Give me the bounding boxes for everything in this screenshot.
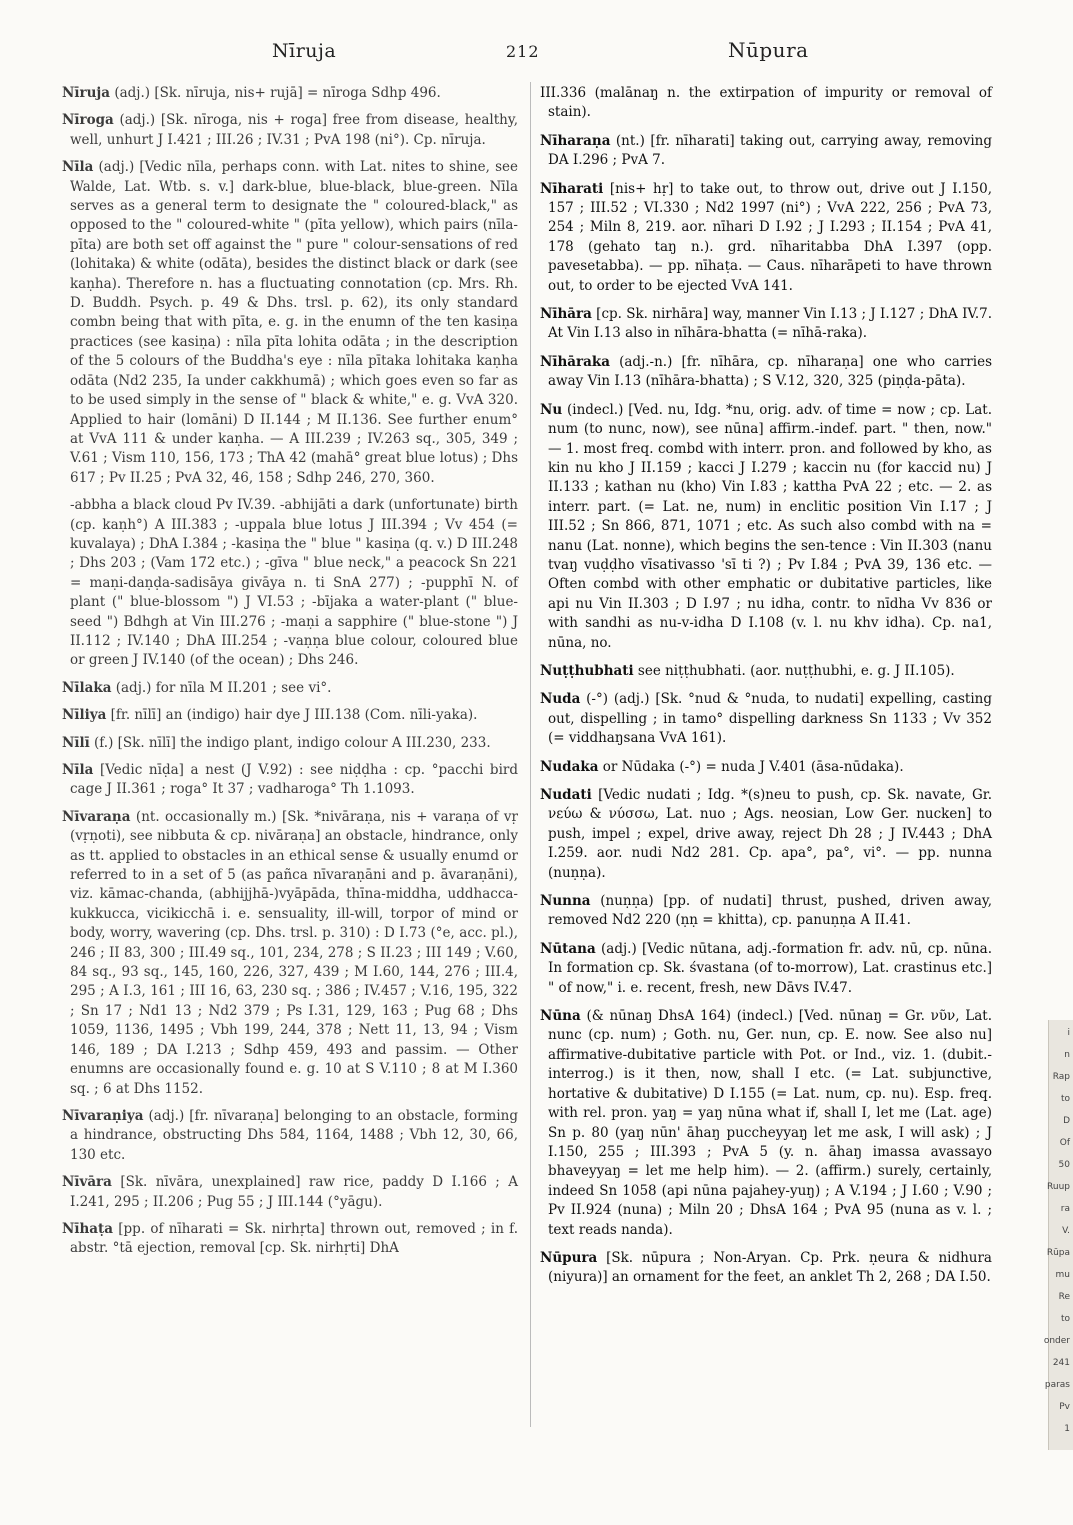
edge-fragment: Ruup [1047, 1182, 1070, 1192]
entry-headword: Nūtana [540, 940, 596, 957]
edge-fragment: Of [1059, 1138, 1070, 1148]
dictionary-entry [62, 1107, 518, 1165]
edge-fragment: 241 [1052, 1358, 1070, 1368]
entry-definition: (& nūnaŋ DhsA 164) (indecl.) [Ved. nūnaŋ = Gr. νῦν, Lat. nunc (cp. num) ; Goth. nu, Ger. nun, cp. E. now. See also nu] affirmative-dubitative particle with Pot. or Ind., viz. 1. (dubit.-interrog.) is it then, now, shall I etc. (= Lat. subjunctive, hortative & dubitative) D I.155 (= Lat. num, cp. nu). Esp. freq. with rel. pron. yaŋ = yaŋ nūna what if, shall I, let me (Lat. age) Sn p. 80 (yaŋ nūn' āhaŋ puccheyyaŋ let me ask, I will ask) ; J I.150, 255 ; III.393 ; PvA 5 (y. n. āhaŋ imassa avassayo bhaveyyaŋ = let me help him). — 2. (affirm.) surely, certainly, indeed Sn 1058 (api nūna pajahey-yuŋ) ; A V.194 ; J I.60 ; V.90 ; Pv II.924 (nuna) ; Miln 20 ; DhsA 164 ; PvA 95 (nuna as v. l. ; text reads nanda). [548, 1008, 992, 1238]
entry-definition: [Sk. nīvāra, unexplained] raw rice, paddy D I.166 ; A I.241, 295 ; II.206 ; Pug 55 ; J III.144 (°yāgu). [70, 1174, 518, 1210]
entry-definition: [fr. nīlī] an (indigo) hair dye J III.138 (Com. nīli-yaka). [106, 707, 478, 724]
dictionary-entry [62, 496, 518, 671]
dictionary-entry [62, 706, 518, 725]
dictionary-entry [62, 111, 518, 150]
dictionary-entry [540, 786, 992, 883]
entry-definition: [pp. of nīharati = Sk. nirhṛta] thrown out, removed ; in f. abstr. °tā ejection, removal [cp. Sk. nirhṛti] DhA [70, 1220, 518, 1257]
dictionary-entry [540, 84, 992, 123]
edge-fragment: paras [1044, 1380, 1070, 1390]
entry-definition: (-°) (adj.) [Sk. °nud & °nuda, to nudati] expelling, casting out, dispelling ; in tamo° dispelling darkness Sn 1133 ; Vv 352 (= viddhaŋsana VvA 161). [548, 691, 992, 747]
entry-headword: Nunna [540, 893, 591, 910]
entry-definition: (nuṇṇa) [pp. of nudati] thrust, pushed, driven away, removed Nd2 220 (ṇṇ = khitta), cp. panuṇṇa A II.41. [548, 893, 992, 929]
running-header [0, 36, 1073, 70]
entry-headword: Nīvāra [62, 1174, 112, 1191]
dictionary-entry [540, 401, 992, 653]
entry-definition: (f.) [Sk. nīlī] the indigo plant, indigo colour A III.230, 233. [89, 734, 491, 751]
entry-definition: III.336 (malānaŋ n. the extirpation of impurity or removal of stain). [540, 85, 992, 121]
edge-fragment: onder [1043, 1336, 1070, 1346]
edge-fragment: Rūpa [1046, 1248, 1070, 1258]
entry-headword: Nīhaṭa [62, 1220, 114, 1237]
left-column [62, 84, 518, 1267]
entry-definition: (adj.) [Vedic nūtana, adj.-formation fr. adv. nū, cp. nūna. In formation cp. Sk. śvastana (of to-morrow), Lat. crastinus etc.] " of now," i. e. recent, fresh, new Dāvs IV.47. [548, 940, 992, 996]
entry-definition: (adj.) [Sk. nīroga, nis + roga] free from disease, healthy, well, unhurt J I.421 ; III.26 ; IV.31 ; PvA 198 (ni°). Cp. nīruja. [70, 112, 518, 148]
edge-fragment: 50 [1058, 1160, 1070, 1170]
entry-definition: -abbha a black cloud Pv IV.39. -abhijāti a dark (unfortunate) birth (cp. kaṇh°) A III.383 ; -uppala blue lotus J III.394 ; Vv 454 (= kuvalaya) ; DhA I.384 ; -kasiṇa the " blue " kasiṇa (q. v.) D III.248 ; Dhs 203 ; (Vam 172 etc.) ; -gīva " blue neck," a peacock Sn 221 = maṇi-daṇḍa-sadisāya givāya n. ti SnA 277) ; -pupphī N. of plant (" blue-blossom ") J VI.53 ; -bījaka a water-plant (" blue-seed ") Bdhgh at Vin III.276 ; -maṇi a sapphire (" blue-stone ") J II.112 ; IV.140 ; DhA III.254 ; -vaṇṇa blue colour, coloured blue or green J IV.140 (of the ocean) ; Dhs 246. [70, 497, 518, 669]
dictionary-entry [62, 1173, 518, 1212]
dictionary-entry [540, 353, 992, 392]
entry-definition: [nis+ hṛ] to take out, to throw out, drive out J I.150, 157 ; III.52 ; VI.330 ; Nd2 1997 (ni°) ; VvA 222, 256 ; PvA 73, 254 ; Miln 8, 219. aor. nīhari D I.92 ; J I.293 ; II.154 ; PvA 41, 178 (gehato taŋ n.). grd. nīharitabba DhA I.397 (opp. pavesetabba). — pp. nīhaṭa. — Caus. nīharāpeti to have thrown out, to order to be ejected VvA 141. [548, 180, 992, 294]
entry-definition: (indecl.) [Ved. nu, Idg. *nu, orig. adv. of time = now ; cp. Lat. num (to nunc, now), see nūna] affirm.-indef. part. " then, now." — 1. most freq. combd with interr. pron. and followed by kho, as kin nu kho J II.159 ; kacci J I.279 ; kaccin nu (for kaccid nu) J II.133 ; kathan nu (kho) Vin I.83 ; kattha PvA 22 ; etc. — 2. as interr. part. (= Lat. ne, num) in enclitic position Vin I.17 ; J III.52 ; Sn 866, 871, 1071 ; etc. As such also combd with na = nanu (Lat. nonne), which begins the sen-tence : Vin II.303 (nanu tvaŋ vuḍḍho vīsativasso 'sī ti ?) ; Pv I.84 ; PvA 39, 136 etc. — Often combd with other emphatic or dubitative particles, like api nu Vin II.303 ; D I.97 ; nu idha, contr. to nīdha Vv 836 or with sandhi as nu-v-idha D I.108 (v. l. nu khv idha). Cp. na1, nūna, no. [548, 401, 992, 651]
entry-definition: (adj.) for nīla M II.201 ; see vi°. [111, 679, 332, 696]
edge-fragment: V. [1062, 1226, 1070, 1236]
entry-headword: Nu [540, 401, 563, 418]
dictionary-entry [62, 1220, 518, 1259]
dictionary-entry [540, 180, 992, 296]
entry-headword: Nuda [540, 691, 581, 708]
header-right-word: Nūpura [728, 38, 809, 62]
entry-headword: Nīvaraṇa [62, 808, 131, 825]
entry-headword: Nīharaṇa [540, 132, 611, 149]
dictionary-entry [540, 690, 992, 748]
edge-fragment: i [1067, 1028, 1070, 1038]
entry-definition: (adj.) [Vedic nīla, perhaps conn. with Lat. nites to shine, see Walde, Lat. Wtb. s. v.] dark-blue, blue-black, blue-green. Nīla serves as a general term to designate the " coloured-black," as opposed to the " coloured-white " (pīta yellow), which pairs (nīla-pīta) are both set off against the " pure " colour-sensations of red (lohitaka) & white (odāta), besides the distinct black or dark (see kaṇha). Therefore n. has a fluctuating connotation (cp. Mrs. Rh. D. Buddh. Psych. p. 49 & Dhs. trsl. p. 62), its only standard combn being that with pīta, e. g. in the enumn of the ten kasiṇa practices (see kasiṇa) : nīla pīta lohita odāta ; in the description of the 5 colours of the Buddha's eye : nīla pītaka lohitaka kaṇha odāta (Nd2 235, Ia under cakkhumā) ; which goes even so far as to be used simply in the sense of " black & white," e. g. VvA 320. Applied to hair (lomāni) D II.144 ; M II.136. See further enum° at VvA 111 & under kaṇha. — A III.239 ; IV.263 sq., 305, 349 ; V.61 ; Vism 110, 156, 173 ; ThA 42 (mahā° great blue lotus) ; Dhs 617 ; Pv II.25 ; PvA 32, 46, 158 ; Sdhp 246, 270, 360. [70, 159, 518, 486]
entry-headword: Nudati [540, 787, 592, 803]
dictionary-entry [62, 158, 518, 488]
entry-definition: (nt. occasionally m.) [Sk. *nivāraṇa, nis + varaṇa of vṛ (vṛṇoti), see nibbuta & cp. nivāraṇa] an obstacle, hindrance, only as tt. applied to obstacles in an ethical sense & usually enumd or referred to in a set of 5 (as pañca nīvaraṇāni and p. āvaraṇāni), viz. kāmac-chanda, (abhijjhā-)vyāpāda, thīna-middha, uddhacca-kukkucca, vicikicchā i. e. sensuality, ill-will, torpor of mind or body, worry, wavering (cp. Dhs. trsl. p. 310) : D I.73 (°e, acc. pl.), 246 ; II 83, 300 ; III.49 sq., 101, 234, 278 ; S II.23 ; III 149 ; V.60, 84 sq., 93 sq., 145, 160, 226, 327, 439 ; M I.60, 144, 276 ; III.4, 295 ; A I.3, 161 ; III 16, 63, 230 sq. ; 386 ; IV.457 ; V.16, 195, 322 ; Sn 17 ; Nd1 13 ; Nd2 379 ; Ps I.31, 129, 163 ; Pug 68 ; Dhs 1059, 1136, 1495 ; Vbh 199, 244, 378 ; Nett 11, 13, 94 ; Vism 146, 189 ; DA I.213 ; Sdhp 459, 493 and passim. — Other enumns are occasionally found e. g. 10 at S V.110 ; 8 at M I.360 sq. ; 6 at Dhs 1152. [70, 808, 518, 1097]
entry-headword: Nīruja [62, 85, 111, 101]
entry-definition: or Nūdaka (-°) = nuda J V.401 (āsa-nūdaka). [598, 758, 904, 775]
dictionary-entry [540, 758, 992, 777]
entry-headword: Nīlaka [62, 679, 112, 696]
dictionary-entry [62, 84, 518, 103]
entry-definition: [cp. Sk. nirhāra] way, manner Vin I.13 ; J I.127 ; DhA IV.7. At Vin I.13 also in nīhāra-bhatta (= nīhā-raka). [548, 306, 992, 342]
edge-fragment: D [1063, 1116, 1070, 1126]
entry-headword: Nīhāraka [540, 353, 610, 370]
header-left-word: Nīruja [272, 40, 337, 62]
edge-fragment: n [1064, 1050, 1070, 1060]
entry-headword: Nīvaraṇiya [62, 1107, 144, 1124]
dictionary-entry [62, 808, 518, 1099]
dictionary-entry [540, 940, 992, 998]
entry-headword: Nīliya [62, 707, 107, 724]
entry-headword: Nīla [62, 159, 94, 176]
entry-definition: [Vedic nīḍa] a nest (J V.92) : see niḍḍha : cp. °pacchi bird cage J II.361 ; roga° It 37 ; vadharoga° Th 1.1093. [70, 762, 518, 798]
dictionary-entry [540, 305, 992, 344]
entry-headword: Nuṭṭhubhati [540, 662, 634, 679]
entry-headword: Nūpura [540, 1249, 598, 1266]
entry-headword: Nīroga [62, 112, 114, 129]
dictionary-entry [540, 132, 992, 171]
edge-fragment: Rap [1052, 1072, 1070, 1082]
edge-fragment: mu [1055, 1270, 1070, 1280]
column-rule [530, 82, 531, 1427]
dictionary-entry [540, 662, 992, 681]
entry-headword: Nīharati [540, 180, 604, 197]
dictionary-entry [540, 1249, 992, 1288]
edge-fragment: to [1060, 1094, 1070, 1104]
entry-headword: Nīlī [62, 734, 90, 751]
page-number: 212 [506, 42, 540, 61]
dictionary-entry [62, 761, 518, 800]
entry-headword: Nīhāra [540, 306, 592, 323]
dictionary-entry [540, 1007, 992, 1240]
dictionary-entry [62, 734, 518, 753]
entry-definition: (adj.) [fr. nīvaraṇa] belonging to an obstacle, forming a hindrance, obstructing Dhs 584, 1164, 1488 ; Vbh 12, 30, 66, 130 etc. [70, 1107, 518, 1163]
entry-definition: see niṭṭhubhati. (aor. nuṭṭhubhi, e. g. J II.105). [633, 662, 955, 679]
entry-headword: Nudaka [540, 758, 599, 775]
edge-fragment: to [1060, 1314, 1070, 1324]
entry-headword: Nūna [540, 1008, 581, 1025]
entry-definition: (nt.) [fr. nīharati] taking out, carrying away, removing DA I.296 ; PvA 7. [548, 132, 992, 169]
edge-fragment: Re [1058, 1292, 1070, 1302]
right-column [540, 84, 992, 1297]
entry-headword: Nīla [62, 762, 94, 778]
entry-definition: [Sk. nūpura ; Non-Aryan. Cp. Prk. ṇeura & nidhura (niyura)] an ornament for the feet, an anklet Th 2, 268 ; DA I.50. [548, 1249, 992, 1286]
edge-fragment: Pv [1059, 1402, 1070, 1412]
entry-definition: (adj.-n.) [fr. nīhāra, cp. nīharaṇa] one who carries away Vin I.13 (nīhāra-bhatta) ; S V.12, 320, 325 (piṇḍa-pāta). [548, 353, 992, 390]
edge-fragment: 1 [1064, 1424, 1070, 1434]
adjacent-page-edge [1043, 1020, 1073, 1450]
dictionary-entry [62, 679, 518, 698]
dictionary-entry [540, 892, 992, 931]
entry-definition: [Vedic nudati ; Idg. *(s)neu to push, cp. Sk. navate, Gr. νεύω & νύσσω, Lat. nuo ; Ags. neosian, Low Ger. nucken] to push, impel ; expel, drive away, reject Dh 28 ; J IV.443 ; DhA I.259. aor. nudi Nd2 281. Cp. apa°, pa°, vi°. — pp. nunna (nuṇṇa). [548, 787, 992, 881]
entry-definition: (adj.) [Sk. nīruja, nis+ rujā] = nīroga Sdhp 496. [110, 85, 441, 101]
edge-fragment: ra [1060, 1204, 1070, 1214]
